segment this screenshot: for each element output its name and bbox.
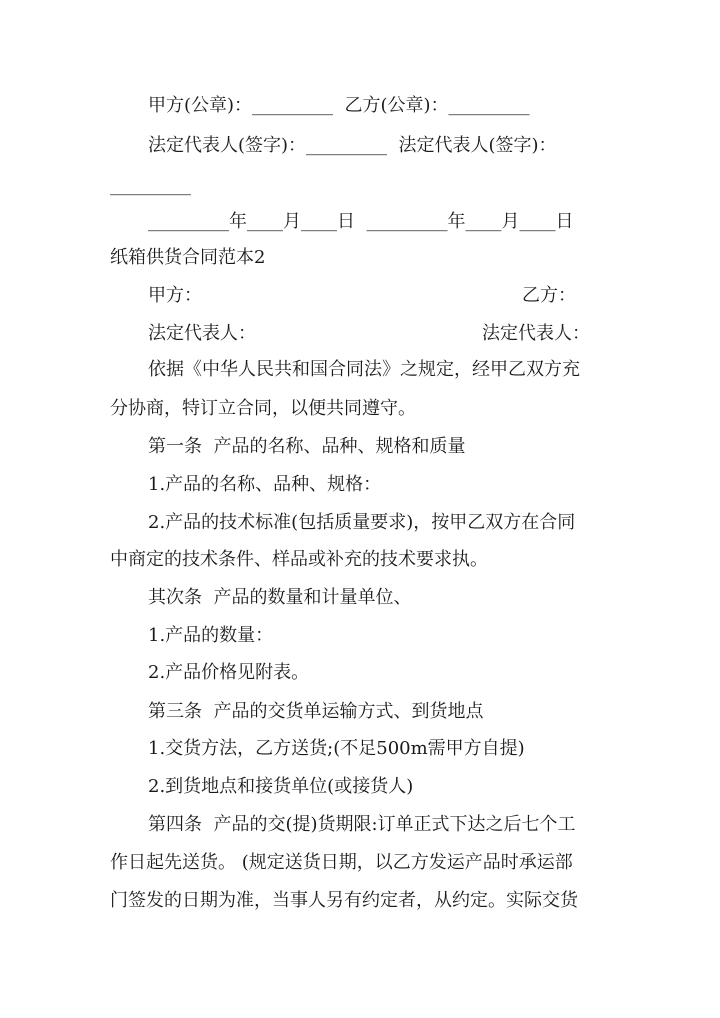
clause-line: 2.产品的技术标准(包括质量要求)，按甲乙双方在合同 xyxy=(148,512,576,533)
party-a-label: 甲方： xyxy=(148,285,202,306)
article-heading: 第一条 产品的名称、品种、规格和质量 xyxy=(148,436,466,457)
clause-line: 中商定的技术条件、样品或补充的技术要求执。 xyxy=(110,549,488,570)
representative-row xyxy=(148,322,590,346)
signature-line: 法定代表人(签字)：_________ 法定代表人(签字)： xyxy=(148,135,557,156)
article-heading: 其次条 产品的数量和计量单位、 xyxy=(148,587,412,608)
party-b-label: 乙方： xyxy=(522,285,576,306)
party-row xyxy=(148,284,576,308)
date-line: _________年____月____日 _________年____月____日 xyxy=(148,211,574,232)
rep-a-label: 法定代表人： xyxy=(148,323,256,344)
paragraph-line: 依据《中华人民共和国合同法》之规定，经甲乙双方充 xyxy=(148,359,580,380)
paragraph-line: 门签发的日期为准，当事人另有约定者，从约定。实际交货 xyxy=(110,890,578,911)
signature-blank: _________ xyxy=(110,175,191,196)
article-heading: 第三条 产品的交货单运输方式、到货地点 xyxy=(148,701,484,722)
seal-line: 甲方(公章)：_________ 乙方(公章)：_________ xyxy=(148,95,530,116)
rep-b-label: 法定代表人： xyxy=(482,323,590,344)
clause-line: 1.产品的名称、品种、规格： xyxy=(148,474,382,495)
article-heading: 第四条 产品的交(提)货期限:订单正式下达之后七个工 xyxy=(148,814,576,835)
clause-line: 2.到货地点和接货单位(或接货人) xyxy=(148,776,414,797)
document-heading: 纸箱供货合同范本2 xyxy=(110,247,266,268)
clause-line: 2.产品价格见附表。 xyxy=(148,662,310,683)
clause-line: 1.产品的数量： xyxy=(148,625,274,646)
paragraph-line: 分协商，特订立合同，以便共同遵守。 xyxy=(110,398,416,419)
paragraph-line: 作日起先送货。 (规定送货日期，以乙方发运产品时承运部 xyxy=(110,852,573,873)
clause-line: 1.交货方法，乙方送货;(不足500m需甲方自提) xyxy=(148,738,525,759)
